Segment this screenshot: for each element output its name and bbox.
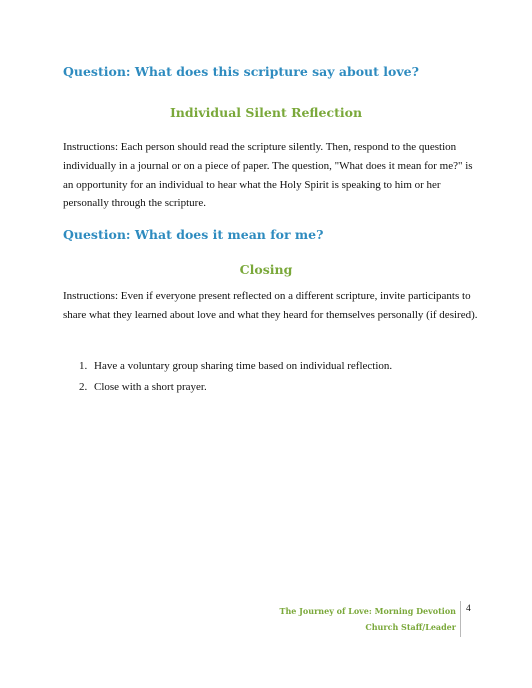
reflection-instructions: Instructions: Each person should read the scripture silently. Then, respond to the question individually in a journal or on a piece of paper. The question, "What does it mean for me?" is an opportunity for an individual to hear what the Holy Spirit is speaking to him or her personally through the scripture. [63, 141, 473, 210]
list-item [79, 377, 479, 398]
closing-instructions: Instructions: Even if everyone present reflected on a different scripture, invite participants to share what they learned about love and what they heard for themselves personally (if desired). [63, 290, 478, 321]
page-number: 4 [466, 604, 471, 614]
question-heading-scripture-love: Question: What does this scripture say about love? [63, 64, 419, 79]
closing-steps-list [79, 356, 479, 398]
footer-subtitle: Church Staff/Leader [365, 622, 456, 632]
footer-divider [460, 601, 461, 637]
section-heading-closing: Closing [239, 262, 293, 277]
page-footer [280, 603, 457, 635]
list-item-text: Have a voluntary group sharing time based on individual reflection. [94, 360, 393, 372]
list-item-number: 1. [79, 360, 88, 372]
section-heading-silent-reflection: Individual Silent Reflection [169, 105, 363, 120]
list-item-text: Close with a short prayer. [94, 381, 207, 393]
list-item [79, 356, 479, 377]
footer-title: The Journey of Love: Morning Devotion [279, 606, 456, 616]
list-item-number: 2. [79, 381, 88, 393]
question-heading-meaning: Question: What does it mean for me? [63, 227, 324, 242]
